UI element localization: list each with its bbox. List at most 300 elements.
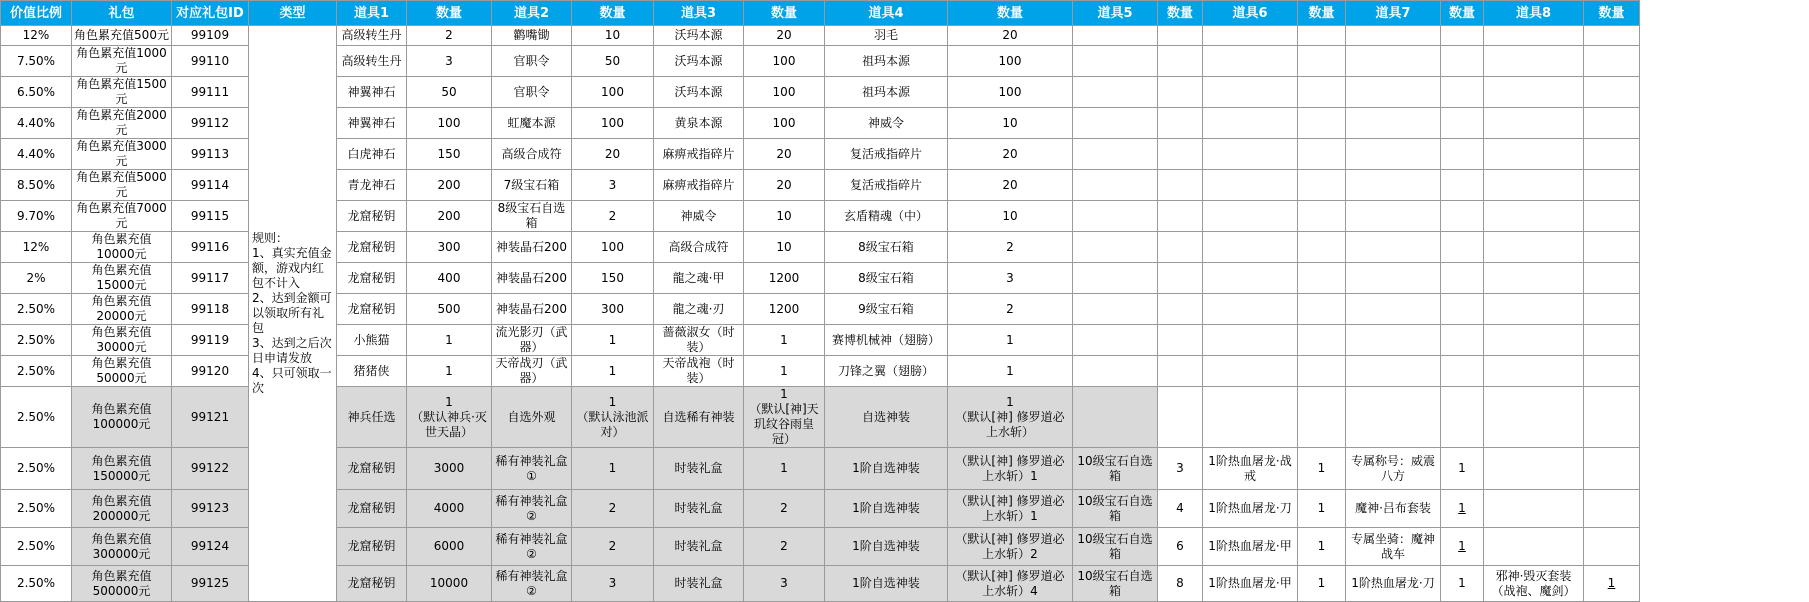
- table-cell: 角色累充值20000元: [72, 294, 172, 325]
- table-cell: 3: [744, 566, 825, 602]
- table-cell: [1203, 294, 1298, 325]
- table-cell: 龙窟秘钥: [337, 263, 407, 294]
- table-cell: 1阶自选神装: [825, 448, 948, 490]
- table-cell: 20: [572, 139, 654, 170]
- table-cell: [1346, 201, 1441, 232]
- table-cell: [1346, 232, 1441, 263]
- table-cell: 高级合成符: [654, 232, 744, 263]
- table-cell: [1484, 263, 1584, 294]
- table-cell: 官职令: [492, 77, 572, 108]
- table-cell: [1203, 139, 1298, 170]
- table-cell: [1484, 26, 1584, 46]
- table-cell: （默认[神] 修罗道必上水斩）1: [948, 490, 1073, 528]
- table-cell: [1073, 325, 1158, 356]
- table-cell: [1441, 325, 1484, 356]
- table-cell: [1298, 26, 1346, 46]
- table-cell: 20: [948, 26, 1073, 46]
- table-cell: 1阶自选神装: [825, 566, 948, 602]
- table-cell: [1158, 387, 1203, 448]
- table-cell: 20: [744, 26, 825, 46]
- table-cell: 稀有神装礼盒②: [492, 490, 572, 528]
- table-cell: 专属称号：威震八方: [1346, 448, 1441, 490]
- table-cell: [1346, 139, 1441, 170]
- table-cell: [1484, 490, 1584, 528]
- table-cell: 1: [572, 356, 654, 387]
- table-cell: [1298, 108, 1346, 139]
- header-row: [1, 1, 1640, 26]
- table-cell: 沃玛本源: [654, 26, 744, 46]
- table-cell: （默认[神] 修罗道必上水斩）1: [948, 448, 1073, 490]
- table-cell: [1203, 108, 1298, 139]
- table-cell: 99119: [172, 325, 249, 356]
- table-cell: [1203, 77, 1298, 108]
- table-cell: [1584, 356, 1640, 387]
- table-cell: [1073, 77, 1158, 108]
- table-cell: 复活戒指碎片: [825, 170, 948, 201]
- table-cell: 神装晶石200: [492, 263, 572, 294]
- table-cell: 99109: [172, 26, 249, 46]
- table-cell: 200: [407, 201, 492, 232]
- table-cell: 99115: [172, 201, 249, 232]
- table-cell: [1203, 232, 1298, 263]
- table-cell: [1346, 26, 1441, 46]
- table-cell: [1441, 201, 1484, 232]
- table-cell: [1584, 325, 1640, 356]
- table-cell: 1阶自选神装: [825, 528, 948, 566]
- table-cell: 100: [407, 108, 492, 139]
- table-cell: [1298, 325, 1346, 356]
- table-cell: 祖玛本源: [825, 77, 948, 108]
- table-cell: [1298, 232, 1346, 263]
- table-cell: 1阶热血屠龙·刀: [1346, 566, 1441, 602]
- column-header: 礼包: [72, 1, 172, 26]
- table-cell: 蔷薇淑女（时装）: [654, 325, 744, 356]
- table-row: [1, 170, 1640, 201]
- table-cell: 自选外观: [492, 387, 572, 448]
- table-cell: 8.50%: [1, 170, 72, 201]
- table-cell: 400: [407, 263, 492, 294]
- table-cell: [1441, 263, 1484, 294]
- column-header: 对应礼包ID: [172, 1, 249, 26]
- table-cell: [1203, 170, 1298, 201]
- column-header: 数量: [744, 1, 825, 26]
- table-cell: 100: [572, 77, 654, 108]
- table-cell: 角色累充值10000元: [72, 232, 172, 263]
- table-cell: 500: [407, 294, 492, 325]
- table-cell: 20: [948, 139, 1073, 170]
- table-cell: 角色累充值15000元: [72, 263, 172, 294]
- table-cell: 1: [572, 325, 654, 356]
- column-header: 数量: [1298, 1, 1346, 26]
- table-cell: [1484, 201, 1584, 232]
- table-row: [1, 108, 1640, 139]
- table-cell: 鹳嘴锄: [492, 26, 572, 46]
- table-cell: 赛博机械神（翅膀）: [825, 325, 948, 356]
- table-cell: 神兵任选: [337, 387, 407, 448]
- table-row: [1, 566, 1640, 602]
- table-cell: [1158, 46, 1203, 77]
- table-cell: [1298, 387, 1346, 448]
- table-cell: 1: [1441, 528, 1484, 566]
- table-cell: 神装晶石200: [492, 294, 572, 325]
- table-cell: 4000: [407, 490, 492, 528]
- table-cell: 10级宝石自选箱: [1073, 566, 1158, 602]
- table-cell: [1584, 448, 1640, 490]
- table-cell: 99121: [172, 387, 249, 448]
- table-cell: 高级合成符: [492, 139, 572, 170]
- table-cell: [1158, 325, 1203, 356]
- table-cell: 99125: [172, 566, 249, 602]
- table-cell: 龙窟秘钥: [337, 232, 407, 263]
- table-cell: 神翼神石: [337, 77, 407, 108]
- table-cell: [1346, 170, 1441, 201]
- table-cell: 高级转生丹: [337, 26, 407, 46]
- table-cell: [1584, 108, 1640, 139]
- table-cell: 2: [744, 490, 825, 528]
- table-cell: 邪神·毁灭套装（战袍、魔剑）: [1484, 566, 1584, 602]
- table-cell: 角色累充值150000元: [72, 448, 172, 490]
- table-cell: 2.50%: [1, 566, 72, 602]
- table-row: [1, 139, 1640, 170]
- table-cell: 时装礼盒: [654, 490, 744, 528]
- table-cell: 天帝战刃（武器）: [492, 356, 572, 387]
- table-cell: 12%: [1, 232, 72, 263]
- table-cell: 麻痹戒指碎片: [654, 170, 744, 201]
- table-cell: 20: [744, 170, 825, 201]
- table-cell: 99112: [172, 108, 249, 139]
- table-row: [1, 387, 1640, 448]
- table-cell: 8级宝石箱: [825, 263, 948, 294]
- table-cell: [1073, 108, 1158, 139]
- table-body: [1, 26, 1640, 602]
- table-cell: [1158, 26, 1203, 46]
- table-row: [1, 356, 1640, 387]
- table-cell: 20: [948, 170, 1073, 201]
- table-cell: [1584, 232, 1640, 263]
- table-cell: [1346, 387, 1441, 448]
- table-cell: [1158, 263, 1203, 294]
- table-cell: 99123: [172, 490, 249, 528]
- table-cell: 9.70%: [1, 201, 72, 232]
- table-cell: [1346, 294, 1441, 325]
- table-cell: [1203, 46, 1298, 77]
- table-cell: 99118: [172, 294, 249, 325]
- table-cell: 4.40%: [1, 139, 72, 170]
- table-cell: [1158, 77, 1203, 108]
- table-cell: [1441, 46, 1484, 77]
- table-cell: [1158, 201, 1203, 232]
- table-cell: [1441, 26, 1484, 46]
- table-cell: [1203, 201, 1298, 232]
- table-cell: （默认[神] 修罗道必上水斩）4: [948, 566, 1073, 602]
- table-cell: 神威令: [654, 201, 744, 232]
- table-cell: 99117: [172, 263, 249, 294]
- table-cell: 专属坐骑：魔神战车: [1346, 528, 1441, 566]
- table-cell: 1: [948, 356, 1073, 387]
- table-cell: 1: [1584, 566, 1640, 602]
- table-cell: 角色累充值5000元: [72, 170, 172, 201]
- table-cell: 1: [407, 356, 492, 387]
- table-cell: [1346, 325, 1441, 356]
- table-cell: [1158, 294, 1203, 325]
- table-row: [1, 201, 1640, 232]
- table-cell: [1484, 170, 1584, 201]
- rules-cell: 规则： 1、真实充值金额，游戏内红包不计入 2、达到金额可以领取所有礼包 3、达到之后次日申请发放 4、只可领取一次: [249, 26, 337, 602]
- table-cell: [1203, 26, 1298, 46]
- table-cell: 100: [744, 46, 825, 77]
- table-cell: [1298, 77, 1346, 108]
- table-cell: 猪猪侠: [337, 356, 407, 387]
- column-header: 道具1: [337, 1, 407, 26]
- table-cell: 1: [1441, 566, 1484, 602]
- table-cell: 9级宝石箱: [825, 294, 948, 325]
- table-cell: 时装礼盒: [654, 528, 744, 566]
- column-header: 道具3: [654, 1, 744, 26]
- table-cell: 稀有神装礼盒②: [492, 566, 572, 602]
- table-cell: [1073, 294, 1158, 325]
- table-cell: 100: [572, 108, 654, 139]
- table-cell: 2: [744, 528, 825, 566]
- table-cell: [1441, 232, 1484, 263]
- table-cell: 角色累充值3000元: [72, 139, 172, 170]
- column-header: 数量: [1158, 1, 1203, 26]
- table-cell: 99114: [172, 170, 249, 201]
- table-cell: 10: [572, 26, 654, 46]
- column-header: 数量: [1441, 1, 1484, 26]
- table-cell: [1584, 387, 1640, 448]
- table-cell: 3: [948, 263, 1073, 294]
- table-cell: 50: [572, 46, 654, 77]
- column-header: 数量: [572, 1, 654, 26]
- table-cell: [1484, 528, 1584, 566]
- table-cell: 100: [948, 46, 1073, 77]
- table-cell: 神翼神石: [337, 108, 407, 139]
- table-cell: 龍之魂·刃: [654, 294, 744, 325]
- table-cell: 2: [407, 26, 492, 46]
- column-header: 道具2: [492, 1, 572, 26]
- table-cell: 3000: [407, 448, 492, 490]
- table-row: [1, 77, 1640, 108]
- table-cell: 2%: [1, 263, 72, 294]
- table-cell: [1073, 139, 1158, 170]
- table-cell: 龙窟秘钥: [337, 490, 407, 528]
- table-cell: 麻痹戒指碎片: [654, 139, 744, 170]
- table-cell: [1441, 139, 1484, 170]
- table-cell: 稀有神装礼盒①: [492, 448, 572, 490]
- table-cell: [1441, 356, 1484, 387]
- column-header: 道具6: [1203, 1, 1298, 26]
- table-cell: 8: [1158, 566, 1203, 602]
- table-cell: [1158, 356, 1203, 387]
- table-cell: 魔神·吕布套装: [1346, 490, 1441, 528]
- column-header: 数量: [948, 1, 1073, 26]
- table-cell: 1: [1298, 448, 1346, 490]
- table-cell: 龍之魂·甲: [654, 263, 744, 294]
- table-cell: 1: [572, 448, 654, 490]
- table-cell: 角色累充值2000元: [72, 108, 172, 139]
- column-header: 价值比例: [1, 1, 72, 26]
- table-cell: [1158, 139, 1203, 170]
- table-cell: 4: [1158, 490, 1203, 528]
- table-cell: [1441, 170, 1484, 201]
- table-cell: 99110: [172, 46, 249, 77]
- table-cell: [1584, 263, 1640, 294]
- table-cell: [1441, 77, 1484, 108]
- table-cell: 稀有神装礼盒②: [492, 528, 572, 566]
- table-cell: 1: [744, 448, 825, 490]
- table-cell: 龙窟秘钥: [337, 448, 407, 490]
- table-cell: 角色累充值1000元: [72, 46, 172, 77]
- table-cell: [1073, 201, 1158, 232]
- table-cell: 8级宝石箱: [825, 232, 948, 263]
- table-cell: [1203, 263, 1298, 294]
- table-cell: 1 （默认[神]天玑纹谷雨皇冠）: [744, 387, 825, 448]
- column-header: 道具7: [1346, 1, 1441, 26]
- table-cell: [1484, 387, 1584, 448]
- table-cell: 1: [1441, 490, 1484, 528]
- table-cell: 角色累充值500元: [72, 26, 172, 46]
- table-cell: [1484, 356, 1584, 387]
- table-cell: 角色累充值200000元: [72, 490, 172, 528]
- table-cell: [1484, 448, 1584, 490]
- table-cell: 3: [407, 46, 492, 77]
- table-cell: 2: [572, 490, 654, 528]
- table-cell: 角色累充值500000元: [72, 566, 172, 602]
- table-cell: [1584, 139, 1640, 170]
- table-cell: [1484, 77, 1584, 108]
- table-cell: 100: [744, 108, 825, 139]
- table-cell: 官职令: [492, 46, 572, 77]
- table-cell: [1298, 356, 1346, 387]
- table-cell: [1484, 325, 1584, 356]
- table-cell: 1: [948, 325, 1073, 356]
- table-cell: [1346, 77, 1441, 108]
- table-cell: 20: [744, 139, 825, 170]
- table-cell: [1441, 108, 1484, 139]
- table-cell: 2: [572, 528, 654, 566]
- table-cell: [1484, 294, 1584, 325]
- table-cell: 300: [407, 232, 492, 263]
- table-cell: 100: [948, 77, 1073, 108]
- table-cell: 10级宝石自选箱: [1073, 528, 1158, 566]
- table-cell: 2.50%: [1, 387, 72, 448]
- table-cell: 100: [744, 77, 825, 108]
- table-cell: 龙窟秘钥: [337, 201, 407, 232]
- column-header: 数量: [407, 1, 492, 26]
- table-cell: [1073, 26, 1158, 46]
- table-cell: [1073, 170, 1158, 201]
- table-cell: 10: [948, 108, 1073, 139]
- table-cell: 50: [407, 77, 492, 108]
- table-cell: [1484, 108, 1584, 139]
- table-row: [1, 448, 1640, 490]
- table-cell: 玄盾精魂（中）: [825, 201, 948, 232]
- table-cell: 8级宝石自选箱: [492, 201, 572, 232]
- table-row: [1, 490, 1640, 528]
- table-cell: [1484, 139, 1584, 170]
- table-cell: 6.50%: [1, 77, 72, 108]
- table-cell: 100: [572, 232, 654, 263]
- table-cell: 1: [1441, 448, 1484, 490]
- table-cell: 2.50%: [1, 325, 72, 356]
- column-header: 数量: [1584, 1, 1640, 26]
- table-cell: [1346, 46, 1441, 77]
- table-cell: [1584, 490, 1640, 528]
- table-cell: 角色累充值1500元: [72, 77, 172, 108]
- table-cell: 1 （默认[神] 修罗道必上水斩）: [948, 387, 1073, 448]
- column-header: 道具5: [1073, 1, 1158, 26]
- table-cell: 99124: [172, 528, 249, 566]
- table-cell: 2: [572, 201, 654, 232]
- table-cell: [1584, 77, 1640, 108]
- table-cell: 2.50%: [1, 490, 72, 528]
- table-cell: [1584, 26, 1640, 46]
- table-cell: 150: [572, 263, 654, 294]
- table-cell: [1073, 356, 1158, 387]
- table-cell: 羽毛: [825, 26, 948, 46]
- table-cell: 1: [744, 325, 825, 356]
- table-cell: 虹魔本源: [492, 108, 572, 139]
- column-header: 道具8: [1484, 1, 1584, 26]
- table-cell: 2.50%: [1, 294, 72, 325]
- table-cell: [1346, 263, 1441, 294]
- table-cell: 1200: [744, 294, 825, 325]
- table-cell: 角色累充值30000元: [72, 325, 172, 356]
- table-cell: 2.50%: [1, 528, 72, 566]
- table-cell: 1阶热血屠龙·刀: [1203, 490, 1298, 528]
- table-cell: 2: [948, 294, 1073, 325]
- table-cell: 小熊猫: [337, 325, 407, 356]
- table-cell: [1298, 263, 1346, 294]
- table-cell: 6: [1158, 528, 1203, 566]
- table-cell: 自选神装: [825, 387, 948, 448]
- table-cell: 1 （默认神兵·灭世天晶）: [407, 387, 492, 448]
- table-cell: 自选稀有神装: [654, 387, 744, 448]
- table-cell: 2: [948, 232, 1073, 263]
- table-cell: [1298, 294, 1346, 325]
- table-cell: 10级宝石自选箱: [1073, 448, 1158, 490]
- table-cell: [1584, 201, 1640, 232]
- table-cell: 青龙神石: [337, 170, 407, 201]
- table-row: [1, 528, 1640, 566]
- table-cell: 沃玛本源: [654, 46, 744, 77]
- table-cell: [1073, 387, 1158, 448]
- table-cell: 1: [407, 325, 492, 356]
- table-cell: 3: [572, 566, 654, 602]
- table-cell: 角色累充值7000元: [72, 201, 172, 232]
- table-cell: [1073, 46, 1158, 77]
- table-cell: 99116: [172, 232, 249, 263]
- table-cell: [1203, 325, 1298, 356]
- table-cell: 角色累充值50000元: [72, 356, 172, 387]
- table-cell: 10: [948, 201, 1073, 232]
- table-cell: 时装礼盒: [654, 448, 744, 490]
- table-cell: [1158, 108, 1203, 139]
- table-cell: 神威令: [825, 108, 948, 139]
- table-cell: [1158, 232, 1203, 263]
- table-cell: 99122: [172, 448, 249, 490]
- table-cell: [1584, 528, 1640, 566]
- table-cell: [1298, 139, 1346, 170]
- table-row: [1, 263, 1640, 294]
- table-cell: 复活戒指碎片: [825, 139, 948, 170]
- table-cell: 时装礼盒: [654, 566, 744, 602]
- table-cell: 龙窟秘钥: [337, 294, 407, 325]
- table-cell: 99120: [172, 356, 249, 387]
- table-cell: 4.40%: [1, 108, 72, 139]
- table-cell: [1584, 294, 1640, 325]
- table-cell: 黄泉本源: [654, 108, 744, 139]
